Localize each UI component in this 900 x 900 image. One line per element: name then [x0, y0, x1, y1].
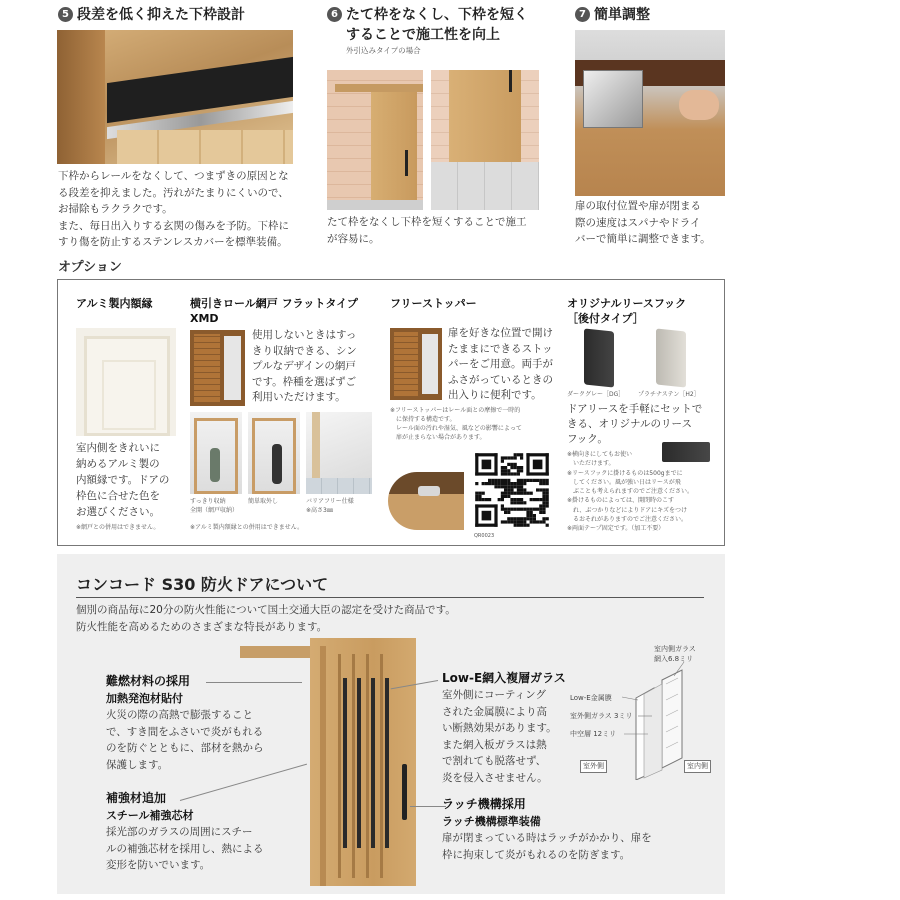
section-5-heading: 段差を低く抑えた下枠設計 [77, 7, 245, 23]
text-line: 個別の商品毎に20分の防火性能について国土交通大臣の認定を受けた商品です。 [76, 604, 456, 616]
low-threshold-photo [57, 30, 293, 164]
note-line: してください。風が強い日はリースが飛 [567, 478, 681, 486]
text-line: パーをご用意。両手が [448, 358, 553, 370]
section-6-title [327, 4, 567, 56]
feature-heading: 補強材追加 [106, 791, 167, 805]
text-line: が容易に。 [327, 232, 380, 245]
text-line: 使用しないときはすっ [252, 329, 357, 341]
glass-label-line: 網入6.8ミリ [654, 655, 694, 663]
text-line: きり収納できる、シン [252, 344, 357, 357]
section-6-heading: たて枠をなくし、下枠を短く [346, 7, 528, 23]
feature-heading: Low-E網入複層ガラス [442, 671, 566, 685]
text-line: ドアリースを手軽にセットで [567, 403, 703, 415]
text-line: 採光部のガラスの周囲にスチー [106, 826, 253, 838]
text-line: で、すき間をふさいで炎がもれる [106, 725, 264, 738]
option-hook-title-line1: オリジナルリースフック [567, 297, 687, 310]
text-line: 保護します。 [106, 758, 169, 771]
glass-label-line: 室内側ガラス [654, 645, 696, 653]
option-hook-notes [567, 450, 719, 534]
section-6-number: 6 [327, 7, 342, 22]
option-alumi-text [76, 440, 186, 520]
note-line: れ、ぶつかりなどによりドアにキズをつけ [567, 506, 688, 514]
fire-section-title: コンコード S30 防火ドアについて [76, 575, 329, 594]
text-line: お掃除もラクラクです。 [58, 203, 173, 215]
note-line: ※掛けるものによっては、開閉時のこす [567, 497, 675, 505]
text-line: ふさがっているときの [448, 373, 553, 386]
feature-heading: 難燃材料の採用 [106, 674, 191, 688]
text-line: 際の速度はスパナやドライ [575, 216, 701, 229]
note-line: 扉が止まらない場合があります。 [390, 434, 486, 441]
text-line: 扉を好きな位置で開け [448, 327, 553, 339]
fire-feature-2 [106, 790, 296, 874]
text-line: 室外側にコーティング [442, 689, 546, 701]
qr-code[interactable] [472, 450, 552, 530]
text-line: 枠に拘束して炎がもれるのを防ぎます。 [442, 848, 631, 861]
caption-line: バリアフリー仕様 [306, 498, 354, 505]
text-line: 下枠からレールをなくして、つまずきの原因とな [58, 170, 289, 182]
feature-subheading: 加熱発泡材貼付 [106, 692, 183, 705]
text-line: のを防ぐとともに、部材を熱から [106, 742, 264, 754]
hook-platinum-swatch [656, 328, 686, 387]
section-7-heading: 簡単調整 [594, 7, 650, 23]
note-line: るおそれがありますのでご注意ください。 [567, 516, 688, 524]
screen-photo-storage [190, 412, 242, 494]
text-line: 枠色に合せた色を [76, 490, 160, 502]
section-7-text [575, 198, 735, 248]
note-line: いただけます。 [567, 460, 615, 468]
sliding-door-photo-2 [431, 70, 539, 210]
text-line: 室内側をきれいに [76, 442, 160, 454]
text-line: 納めるアルミ製の [76, 458, 160, 470]
option-screen-note: ※アルミ製内額縁との併用はできません。 [190, 524, 304, 531]
stopper-door-photo [390, 328, 442, 400]
text-line: 炎を侵入させません。 [442, 771, 548, 784]
text-line: きる、オリジナルのリース [567, 418, 692, 430]
stopper-closeup-photo [388, 472, 464, 530]
text-line: で割れても脱落せず、 [442, 755, 547, 767]
fire-feature-3 [442, 670, 572, 786]
hook-swatch-1-label: ダークグレー［DG］ [567, 391, 625, 398]
note-line: ※横向きにしてもお使い [567, 451, 633, 458]
screen-door-photo [190, 330, 245, 406]
note-line: レール面の汚れや湿気、風などの影響によって [390, 425, 522, 432]
option-screen-text [252, 328, 377, 406]
hook-dark-grey-swatch [584, 328, 614, 387]
caption-line: 全開（網戸収納） [190, 507, 239, 514]
note-line: に保持する構造です。 [390, 416, 456, 423]
text-line: お選びください。 [76, 506, 160, 518]
option-alumi-note: ※網戸との併用はできません。 [76, 524, 160, 531]
text-line: フック。 [567, 433, 608, 445]
option-screen-title-line1: 横引きロール網戸 フラットタイプ [190, 297, 358, 310]
glass-hollow-label: 中空層 12ミリ [570, 730, 617, 738]
adjustment-photo [575, 30, 725, 196]
note-line: ぶことも考えられますのでご注意ください。 [567, 488, 694, 496]
option-alumi-title: アルミ製内額縁 [76, 297, 153, 310]
text-line: です。枠種を選ばずご [252, 375, 357, 388]
qr-label: QR0023 [474, 533, 495, 539]
text-line: 出入りに便利です。 [448, 389, 542, 401]
option-stopper-title: フリーストッパー [390, 297, 477, 310]
text-line: 変形を防いでいます。 [106, 859, 211, 871]
text-line: バーで簡単に調整できます。 [575, 233, 711, 245]
option-screen-title [190, 296, 380, 326]
text-line: また、毎日出入りする玄関の傷みを予防。下枠に [58, 219, 289, 232]
text-line: 扉の取付位置や扉が閉まる [575, 200, 701, 212]
note-line: ※リースフックに掛けるものは500gまでに [567, 469, 683, 477]
text-line: い断熱効果があります。 [442, 722, 557, 734]
alumi-frame-photo [76, 328, 176, 436]
feature-subheading: スチール補強芯材 [106, 809, 194, 822]
text-line: また網入板ガラスは熱 [442, 738, 547, 751]
glass-indoor-label [654, 644, 696, 664]
fire-title-rule [76, 597, 704, 598]
note-line: ※フリーストッパーはレール面との摩擦で一時的 [390, 407, 521, 414]
option-hook-text [567, 402, 719, 447]
text-line: 扉が閉まっている時はラッチがかかり、扉を [442, 832, 652, 844]
text-line: された金属膜により高 [442, 705, 547, 718]
feature-subheading: ラッチ機構標準装備 [442, 815, 541, 828]
section-5-title [58, 4, 318, 25]
text-line: 利用いただけます。 [252, 391, 346, 403]
hook-swatch-2-label: プラチナステン［H2］ [638, 391, 700, 398]
caption-line: ※高さ3㎜ [306, 507, 333, 514]
text-line: る段差を抑えました。汚れがたまりにくいので、 [58, 186, 289, 199]
fire-feature-4 [442, 796, 702, 863]
text-line: たままにできるストッ [448, 342, 553, 355]
text-line: 防火性能を高めるためのさまざまな特長があります。 [76, 620, 328, 633]
options-label: オプション [58, 260, 122, 275]
text-line: 火災の際の高熱で膨張すること [106, 709, 253, 721]
section-6-text [327, 214, 547, 247]
screen-caption-3 [306, 497, 354, 515]
option-screen-title-line2: XMD [190, 312, 219, 325]
section-7-title [575, 4, 725, 25]
glass-outdoor-glass-label: 室外側ガラス 3ミリ [570, 712, 633, 720]
glass-outdoor-side-label: 室外側 [580, 760, 607, 773]
section-6-subtitle: 外引込みタイプの場合 [346, 46, 421, 55]
text-line: 内額縁です。ドアの [76, 474, 170, 486]
section-6-heading-line2: することで施工性を向上 [346, 27, 500, 43]
option-hook-title-line2: ［後付タイプ］ [567, 312, 644, 325]
caption-line: すっきり収納 [190, 498, 226, 505]
fire-intro [76, 602, 706, 635]
leader-line-4 [410, 806, 446, 807]
text-line: たて枠をなくし下枠を短くすることで施工 [327, 216, 527, 228]
section-7-number: 7 [575, 7, 590, 22]
text-line: すり傷を防止するステンレスカバーを標準装備。 [58, 236, 288, 248]
feature-heading: ラッチ機構採用 [442, 797, 526, 811]
screen-caption-2: 簡単取外し [248, 498, 279, 505]
note-line: ※両面テープ固定です。（加工不要） [567, 525, 665, 533]
screen-photo-barrierfree [306, 412, 372, 494]
option-stopper-text [448, 326, 560, 404]
fire-feature-1 [106, 673, 296, 773]
section-5-number: 5 [58, 7, 73, 22]
text-line: プルなデザインの網戸 [252, 360, 356, 372]
option-hook-title [567, 296, 717, 326]
screen-photo-remove [248, 412, 300, 494]
text-line: ルの補強芯材を採用し、熱による [106, 842, 264, 855]
screen-caption-1 [190, 497, 238, 515]
option-stopper-note [390, 406, 558, 442]
section-5-text [58, 168, 308, 251]
glass-lowe-label: Low-E金属膜 [570, 694, 612, 702]
sliding-door-photo-1 [327, 70, 423, 210]
glass-indoor-side-label: 室内側 [684, 760, 711, 773]
